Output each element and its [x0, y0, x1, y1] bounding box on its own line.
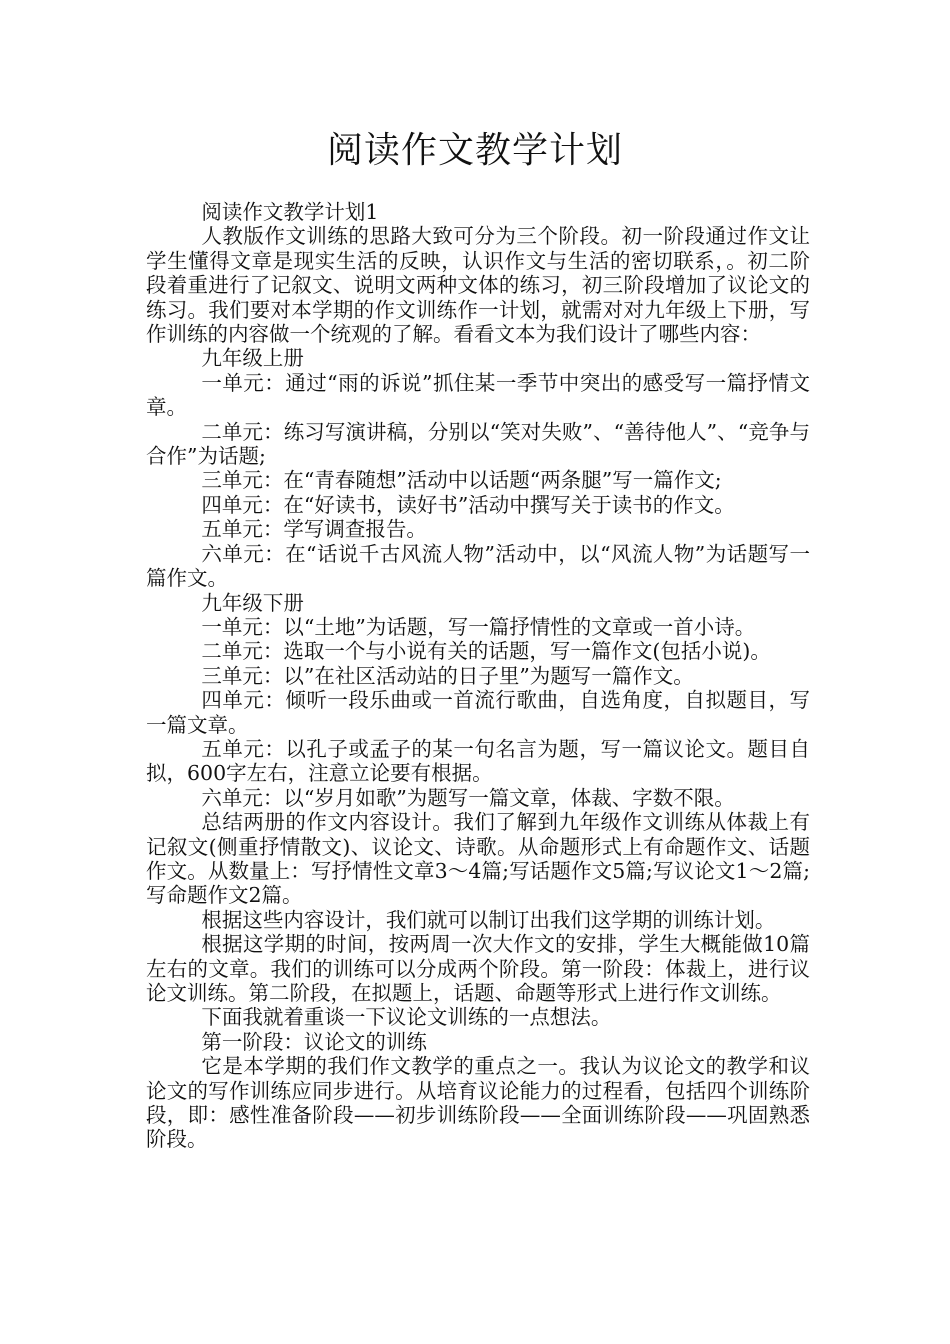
paragraph-stage1-heading: 第一阶段：议论文的训练: [201, 1029, 427, 1054]
paragraph-grade9-vol1-heading: 九年级上册: [201, 346, 304, 371]
paragraph-stage1-body: 它是本学期的我们作文教学的重点之一。我认为议论文的教学和议论文的写作训练应同步进行。从培育议论能力的过程看，包括四个训练阶段，即：感性准备阶段——初步训练阶段——全面训练阶段——巩固熟悉阶段。: [146, 1054, 810, 1152]
paragraph-vol2-unit4: 四单元：倾听一段乐曲或一首流行歌曲，自选角度，自拟题目，写一篇文章。: [146, 688, 810, 737]
paragraph-section-heading: 阅读作文教学计划1: [201, 200, 379, 224]
paragraph-plan-basis: 根据这些内容设计，我们就可以制订出我们这学期的训练计划。: [201, 907, 776, 932]
paragraph-vol1-unit1: 一单元：通过“雨的诉说”抓住某一季节中突出的感受写一篇抒情文章。: [146, 370, 810, 420]
paragraph-vol1-unit4: 四单元：在“好读书，读好书”活动中撰写关于读书的作文。: [201, 492, 735, 517]
paragraph-vol2-unit6: 六单元：以“岁月如歌”为题写一篇文章，体裁、字数不限。: [201, 785, 735, 810]
paragraph-summary: 总结两册的作文内容设计。我们了解到九年级作文训练从体裁上有记叙文(侧重抒情散文)、议论文、诗歌。从命题形式上有命题作文、话题作文。从数量上：写抒情性文章3～4篇;写话题作文5篇;写议论文1～2篇;写命题作文2篇。: [146, 810, 810, 908]
paragraph-vol1-unit2: 二单元：练习写演讲稿，分别以“笑对失败”、“善待他人”、“竞争与合作”为话题;: [146, 419, 810, 469]
document-title: 阅读作文教学计划: [326, 130, 623, 171]
document-body: [146, 200, 810, 1152]
paragraph-vol2-unit5: 五单元：以孔子或孟子的某一句名言为题，写一篇议论文。题目自拟，600字左右，注意立论要有根据。: [146, 736, 810, 786]
paragraph-vol2-unit1: 一单元：以“土地”为话题，写一篇抒情性的文章或一首小诗。: [201, 614, 756, 639]
paragraph-vol1-unit6: 六单元：在“话说千古风流人物”活动中，以“风流人物”为话题写一篇作文。: [146, 541, 810, 591]
paragraph-vol1-unit3: 三单元：在“青春随想”活动中以话题“两条腿”写一篇作文;: [201, 468, 722, 493]
paragraph-grade9-vol2-heading: 九年级下册: [201, 590, 304, 615]
paragraph-schedule: 根据这学期的时间，按两周一次大作文的安排，学生大概能做10篇左右的文章。我们的训练可以分成两个阶段。第一阶段：体裁上，进行议论文训练。第二阶段，在拟题上，话题、命题等形式上进行作文训练。: [146, 932, 810, 1005]
paragraph-vol2-unit2: 二单元：选取一个与小说有关的话题，写一篇作文(包括小说)。: [201, 639, 771, 664]
paragraph-vol1-unit5: 五单元：学写调查报告。: [201, 517, 427, 542]
paragraph-vol2-unit3: 三单元：以”在社区活动站的日子里”为题写一篇作文。: [201, 663, 694, 688]
paragraph-intro: 人教版作文训练的思路大致可分为三个阶段。初一阶段通过作文让学生懂得文章是现实生活的反映，认识作文与生活的密切联系，。初二阶段着重进行了记叙文、说明文两种文体的练习，初三阶段增加了议论文的练习。我们要对本学期的作文训练作一计划，就需对对九年级上下册，写作训练的内容做一个统观的了解。看看文本为我们设计了哪些内容：: [146, 224, 810, 347]
paragraph-focus-intro: 下面我就着重谈一下议论文训练的一点想法。: [201, 1005, 612, 1030]
